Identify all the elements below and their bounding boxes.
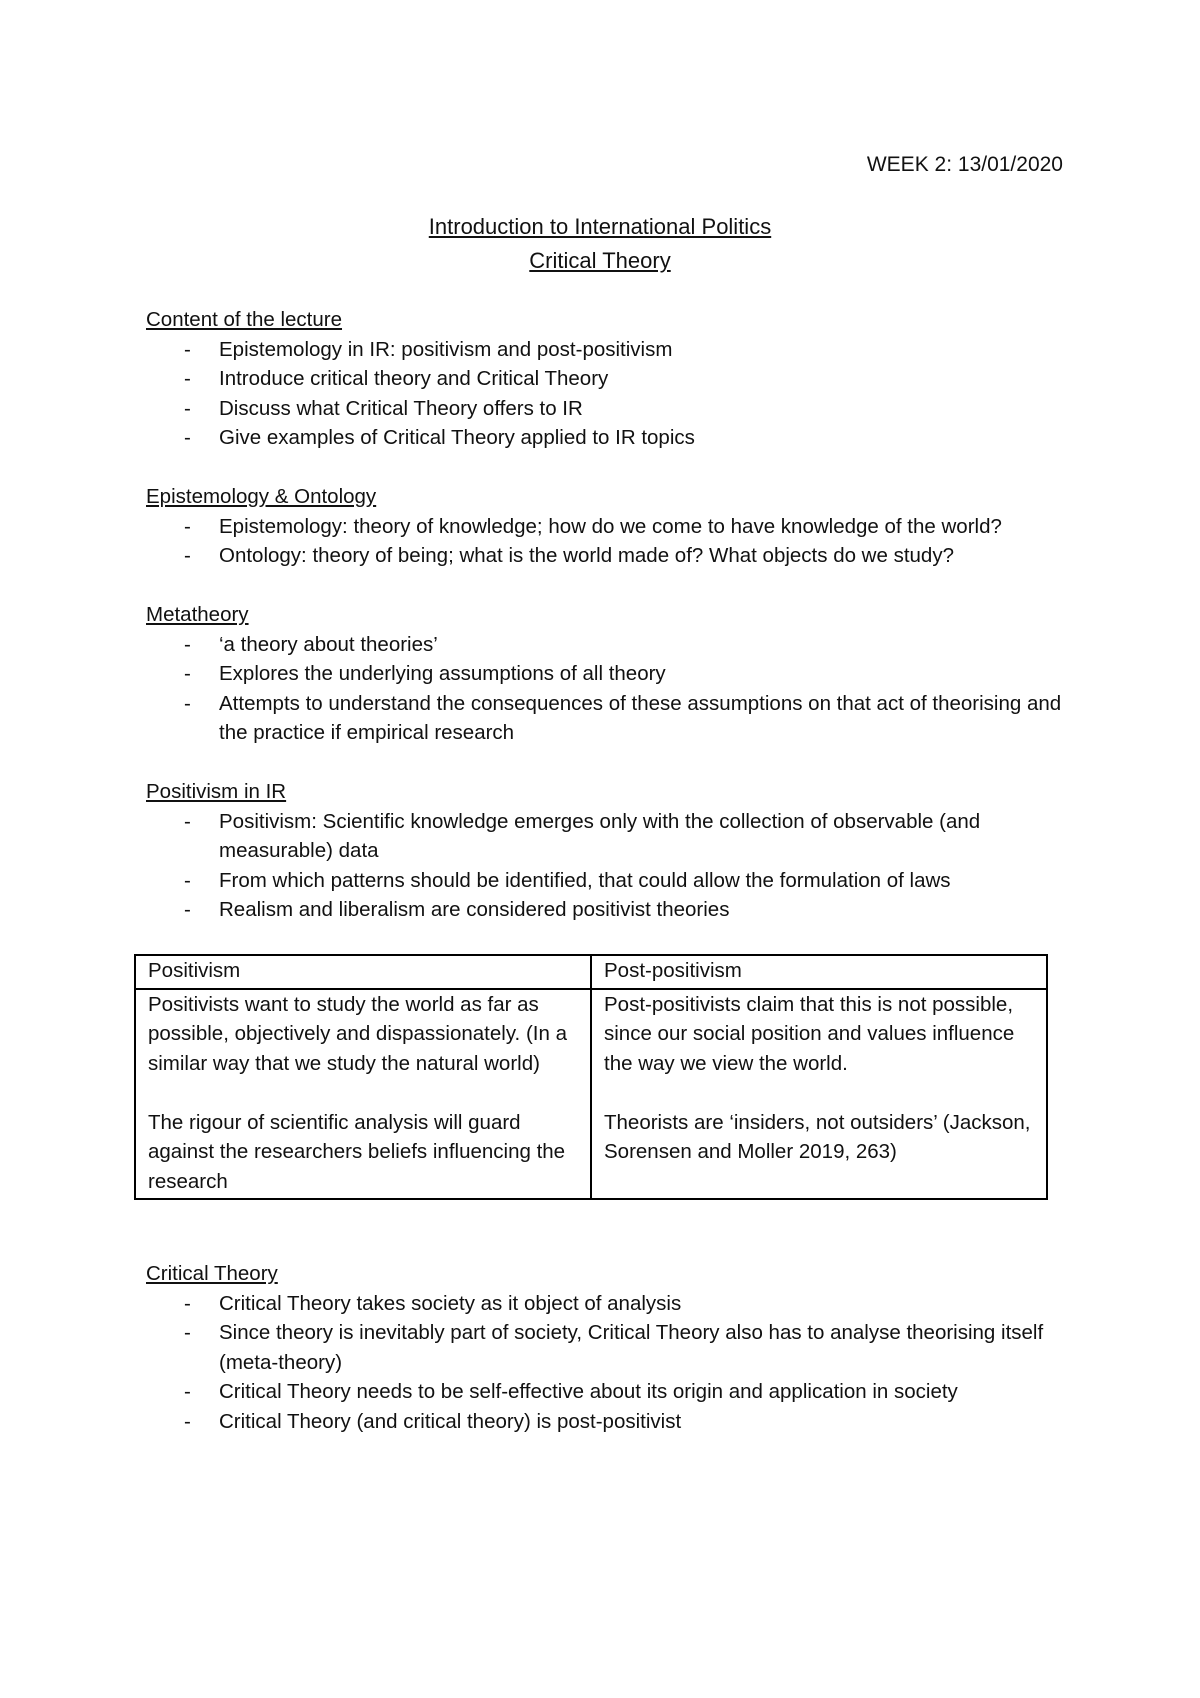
dash-bullet: -	[184, 514, 191, 538]
date-line: WEEK 2: 13/01/2020	[866, 153, 1063, 176]
cell-paragraph: Positivists want to study the world as far as possible, objectively and dispassionately. (In a similar way that we study the natural world)	[148, 992, 567, 1075]
section-critical-theory	[146, 1259, 1076, 1436]
dash-bullet: -	[184, 1291, 191, 1315]
section-heading: Content of the lecture	[146, 308, 343, 331]
dash-bullet: -	[184, 367, 191, 390]
list-item	[146, 1377, 1076, 1407]
document-subtitle: Critical Theory	[529, 248, 671, 273]
bullet-list	[146, 512, 1076, 571]
section-heading: Epistemology & Ontology	[146, 485, 377, 508]
dash-bullet: -	[184, 809, 191, 833]
table-cell-positivism	[135, 989, 591, 1200]
bullet-list	[146, 1289, 1076, 1437]
dash-bullet: -	[184, 632, 191, 656]
list-item-text: Explores the underlying assumptions of all theory	[219, 662, 666, 685]
section-heading: Metatheory	[146, 603, 249, 626]
list-item	[146, 1318, 1076, 1377]
dash-bullet: -	[184, 898, 191, 921]
list-item-text: Ontology: theory of being; what is the world made of? What objects do we study?	[219, 544, 954, 567]
bullet-list	[146, 807, 1076, 925]
section-content-of-lecture	[146, 305, 1076, 453]
list-item-text: From which patterns should be identified, that could allow the formulation of laws	[219, 868, 951, 892]
dash-bullet: -	[184, 691, 191, 715]
table-cell-post-positivism	[591, 989, 1047, 1200]
list-item	[146, 1289, 1076, 1319]
section-heading: Critical Theory	[146, 1262, 278, 1285]
list-item-text: Critical Theory takes society as it object of analysis	[219, 1291, 682, 1315]
list-item	[146, 394, 1076, 424]
dash-bullet: -	[184, 868, 191, 892]
list-item-text: Discuss what Critical Theory offers to IR	[219, 396, 583, 420]
dash-bullet: -	[184, 337, 191, 361]
list-item	[146, 895, 1076, 925]
table-row	[135, 989, 1047, 1200]
dash-bullet: -	[184, 426, 191, 449]
dash-bullet: -	[184, 1380, 191, 1403]
dash-bullet: -	[184, 1321, 191, 1344]
table-header-row	[135, 955, 1047, 989]
table-header-cell: Post-positivism	[591, 955, 1047, 989]
list-item-text: Give examples of Critical Theory applied to IR topics	[219, 426, 695, 449]
list-item	[146, 335, 1076, 365]
cell-paragraph: The rigour of scientific analysis will guard against the researchers beliefs influencing the research	[148, 1110, 566, 1193]
title-block	[0, 210, 1200, 278]
list-item	[146, 541, 1076, 571]
table-header-cell: Positivism	[135, 955, 591, 989]
list-item	[146, 1407, 1076, 1437]
section-epistemology-ontology	[146, 482, 1076, 571]
list-item	[146, 423, 1076, 453]
comparison-table	[134, 954, 1048, 1200]
section-heading: Positivism in IR	[146, 780, 287, 803]
list-item-text: Realism and liberalism are considered positivist theories	[219, 898, 730, 921]
list-item-text: Attempts to understand the consequences of these assumptions on that act of theorising and the practice if empirical research	[219, 691, 1062, 744]
list-item	[146, 689, 1076, 748]
list-item	[146, 807, 1076, 866]
list-item-text: Epistemology: theory of knowledge; how do we come to have knowledge of the world?	[219, 514, 1002, 538]
list-item-text: Critical Theory (and critical theory) is post-positivist	[219, 1409, 682, 1433]
dash-bullet: -	[184, 662, 191, 685]
list-item	[146, 630, 1076, 660]
list-item-text: Epistemology in IR: positivism and post-positivism	[219, 337, 673, 361]
cell-paragraph: Post-positivists claim that this is not possible, since our social position and values influence the way we view the world.	[604, 992, 1015, 1075]
notes-body	[146, 305, 1076, 1466]
section-metatheory	[146, 600, 1076, 748]
list-item	[146, 866, 1076, 896]
cell-paragraph: Theorists are ‘insiders, not outsiders’ (Jackson, Sorensen and Moller 2019, 263)	[604, 1110, 1031, 1163]
list-item-text: Introduce critical theory and Critical Theory	[219, 367, 609, 390]
list-item-text: Critical Theory needs to be self-effective about its origin and application in society	[219, 1380, 958, 1403]
dash-bullet: -	[184, 544, 191, 567]
list-item-text: Positivism: Scientific knowledge emerges only with the collection of observable (and measurable) data	[219, 809, 981, 862]
document-title: Introduction to International Politics	[428, 214, 772, 239]
dash-bullet: -	[184, 396, 191, 420]
list-item	[146, 512, 1076, 542]
list-item-text: Since theory is inevitably part of society, Critical Theory also has to analyse theorising itself (meta-theory)	[219, 1321, 1044, 1374]
section-positivism-in-ir	[146, 777, 1076, 925]
dash-bullet: -	[184, 1409, 191, 1433]
list-item	[146, 364, 1076, 394]
list-item-text: ‘a theory about theories’	[219, 632, 438, 656]
list-item	[146, 659, 1076, 689]
bullet-list	[146, 335, 1076, 453]
bullet-list	[146, 630, 1076, 748]
